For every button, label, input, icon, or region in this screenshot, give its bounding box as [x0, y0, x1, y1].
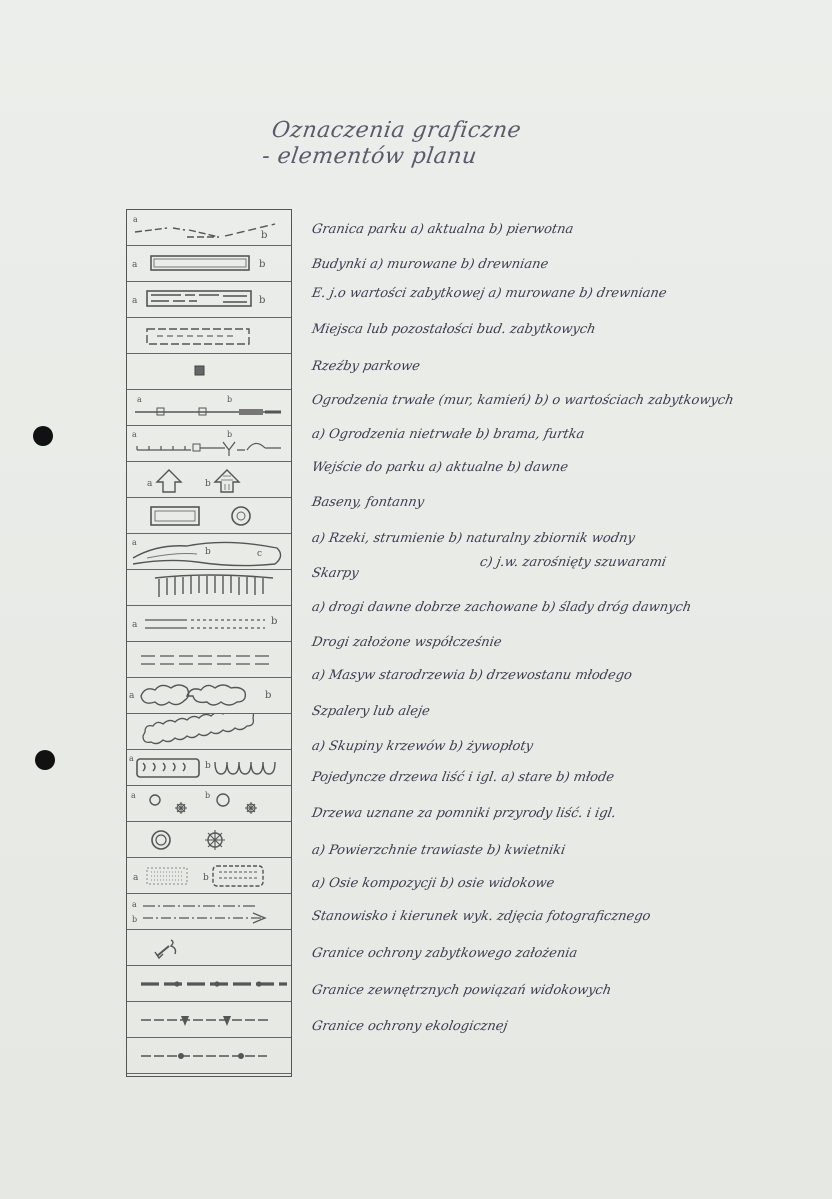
legend-description: Granice ochrony zabytkowego założenia — [310, 946, 579, 961]
landscape-protection-icon — [127, 1002, 291, 1038]
legend-symbol-row — [127, 1002, 291, 1038]
legend-symbol-row — [127, 822, 291, 858]
legend-symbol-row — [127, 714, 291, 750]
svg-text:b: b — [259, 259, 266, 270]
svg-text:a: a — [132, 900, 137, 909]
legend-description: a) Rzeki, strumienie b) naturalny zbiornik wodny — [310, 531, 637, 546]
legend-symbol-row — [127, 966, 291, 1002]
title-line-2: - elementów planu — [260, 144, 479, 169]
sculpture-icon — [127, 354, 291, 390]
svg-text:b: b — [265, 690, 272, 701]
legend-description: a) Ogrodzenia nietrwałe b) brama, furtka — [310, 427, 586, 442]
legend-symbol-row — [127, 894, 291, 930]
legend-symbol-row — [127, 678, 291, 714]
nature-monument-icon — [127, 822, 291, 858]
legend-description: Wejście do parku a) aktualne b) dawne — [310, 460, 570, 475]
legend-description: Granice zewnętrznych powiązań widokowych — [310, 983, 613, 998]
svg-text:b: b — [205, 479, 211, 489]
legend-symbol-row — [127, 282, 291, 318]
rivers-icon — [127, 534, 291, 570]
historic-remains-icon — [127, 318, 291, 354]
legend-symbol-row — [127, 210, 291, 246]
svg-text:b: b — [205, 761, 211, 771]
legend-symbol-row — [127, 390, 291, 426]
legend-symbol-row — [127, 498, 291, 534]
legend-description: Stanowisko i kierunek wyk. zdjęcia fotograficznego — [310, 909, 652, 924]
park-boundary-icon — [127, 210, 291, 246]
legend-symbol-row — [127, 246, 291, 282]
legend-symbol-row — [127, 570, 291, 606]
legend-description: Rzeźby parkowe — [310, 359, 422, 374]
monument-protection-icon — [127, 966, 291, 1002]
legend-symbol-row — [127, 858, 291, 894]
svg-text:a: a — [132, 430, 137, 439]
modern-roads-icon — [127, 642, 291, 678]
legend-symbol-row — [127, 642, 291, 678]
legend-symbol-row — [127, 354, 291, 390]
svg-text:a: a — [131, 791, 136, 800]
svg-text:a: a — [133, 873, 139, 883]
legend-description: a) Powierzchnie trawiaste b) kwietniki — [310, 843, 567, 858]
alleys-icon — [127, 714, 291, 750]
temporary-fence-icon — [127, 426, 291, 462]
legend-symbol-row — [127, 606, 291, 642]
slopes-icon — [127, 570, 291, 606]
legend-description: a) Masyw starodrzewia b) drzewostanu młodego — [310, 668, 634, 683]
legend-description: Drogi założone współcześnie — [310, 635, 503, 650]
legend-description: Miejsca lub pozostałości bud. zabytkowych — [310, 322, 597, 337]
svg-text:b: b — [203, 873, 209, 883]
svg-text:c: c — [257, 549, 263, 559]
legend-description: Pojedyncze drzewa liść i igl. a) stare b) młode — [310, 770, 616, 785]
buildings-icon — [127, 246, 291, 282]
svg-text:a: a — [147, 479, 153, 489]
svg-text:a: a — [132, 538, 137, 547]
park-entrance-icon — [127, 462, 291, 498]
legend-description: E. j.o wartości zabytkowej a) murowane b) drewniane — [310, 286, 668, 301]
svg-text:b: b — [205, 547, 211, 557]
legend-symbol-row — [127, 426, 291, 462]
tree-stand-icon — [127, 678, 291, 714]
permanent-fence-icon — [127, 390, 291, 426]
legend-description-extra: c) j.w. zarośnięty szuwarami — [478, 555, 668, 570]
legend-symbol-column — [126, 209, 292, 1077]
legend-description: Ogrodzenia trwałe (mur, kamień) b) o wartościach zabytkowych — [310, 393, 735, 408]
document-title — [260, 118, 523, 170]
grass-areas-icon — [127, 858, 291, 894]
photo-point-icon — [127, 930, 291, 966]
svg-text:b: b — [227, 430, 233, 439]
legend-symbol-row — [127, 930, 291, 966]
svg-text:a: a — [129, 691, 135, 701]
legend-symbol-row — [127, 1038, 291, 1074]
svg-text:b: b — [259, 295, 266, 306]
legend-symbol-row — [127, 462, 291, 498]
title-line-1: Oznaczenia graficzne — [270, 118, 523, 143]
svg-text:a: a — [132, 260, 138, 270]
svg-text:a: a — [129, 754, 134, 763]
svg-text:a: a — [133, 215, 138, 224]
historic-buildings-icon — [127, 282, 291, 318]
svg-text:b: b — [261, 230, 268, 241]
legend-description: a) drogi dawne dobrze zachowane b) ślady dróg dawnych — [310, 600, 693, 615]
pools-fountains-icon — [127, 498, 291, 534]
legend-description: Granica parku a) aktualna b) pierwotna — [310, 222, 575, 237]
legend-description: Drzewa uznane za pomniki przyrody liść. i igl. — [310, 806, 618, 821]
legend-description: Granice ochrony ekologicznej — [310, 1019, 509, 1034]
svg-text:a: a — [132, 296, 138, 306]
legend-symbol-row — [127, 534, 291, 570]
single-trees-icon — [127, 786, 291, 822]
svg-text:a: a — [137, 395, 142, 404]
legend-description: a) Skupiny krzewów b) żywopłoty — [310, 739, 535, 754]
composition-axes-icon — [127, 894, 291, 930]
old-roads-icon — [127, 606, 291, 642]
ecological-protection-icon — [127, 1038, 291, 1074]
legend-description: Budynki a) murowane b) drewniane — [310, 257, 550, 272]
svg-text:b: b — [205, 791, 211, 800]
punch-hole-top — [33, 426, 53, 446]
svg-text:b: b — [132, 915, 138, 924]
legend-description: Skarpy — [310, 566, 360, 581]
svg-text:b: b — [271, 616, 278, 627]
legend-description: a) Osie kompozycji b) osie widokowe — [310, 876, 556, 891]
legend-description: Baseny, fontanny — [310, 495, 426, 510]
legend-symbol-row — [127, 786, 291, 822]
svg-text:a: a — [132, 620, 138, 630]
legend-description: Szpalery lub aleje — [310, 704, 432, 719]
legend-symbol-row — [127, 750, 291, 786]
svg-text:b: b — [227, 395, 233, 404]
legend-symbol-row — [127, 318, 291, 354]
punch-hole-bottom — [35, 750, 55, 770]
shrub-groups-icon — [127, 750, 291, 786]
